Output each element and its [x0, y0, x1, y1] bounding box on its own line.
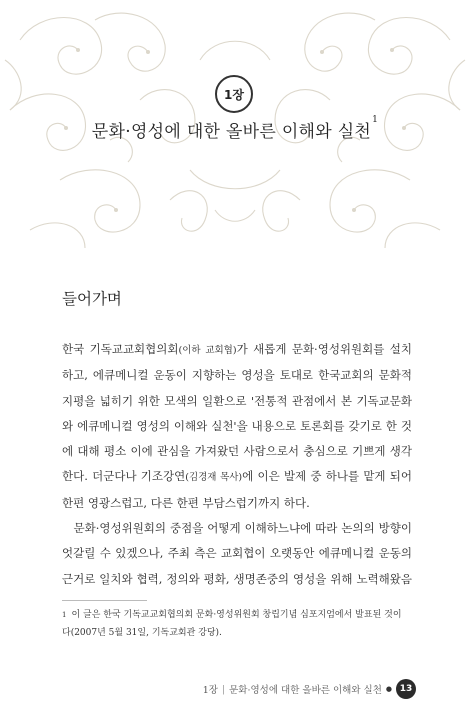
running-footer — [203, 679, 416, 699]
paragraph-line: 와 에큐메니컬 영성의 이해와 실천'을 내용으로 토론회를 갖기로 한 것 — [62, 418, 412, 433]
footnote-line: $^1$ 이 글은 한국 기독교교회협의회 문화·영성위원회 창립기념 심포지엄에서 발표된 것이 — [62, 610, 402, 620]
paragraph-1 — [62, 337, 412, 516]
chapter-title — [0, 117, 470, 142]
footer-separator: | — [221, 683, 226, 695]
paragraph-line: 한편 영광스럽고, 다른 한편 부담스럽기까지 하다. — [62, 495, 310, 510]
paragraph-line: 지평을 넓히기 위한 모색의 일환으로 '전통적 관점에서 본 기독교문화 — [62, 393, 412, 408]
paragraph-2 — [62, 516, 412, 592]
inline-note: (이하 교회협) — [178, 345, 237, 356]
chapter-number-badge — [215, 75, 253, 113]
paragraph-line: 에 대해 평소 이에 관심을 가져왔던 사람으로서 충심으로 기쁘게 생각 — [62, 444, 412, 459]
chapter-title-footnote-mark: 1 — [372, 115, 379, 125]
inline-note: (김경재 목사) — [185, 472, 243, 484]
footer-bullet-icon: ● — [385, 685, 392, 693]
paragraph-line: 하고, 에큐메니컬 운동이 지향하는 영성을 토대로 한국교회의 문화적 — [62, 368, 412, 383]
paragraph-line: 한국 기독교교회협의회(이하 교회협)가 새롭게 문화·영성위원회를 설치 — [62, 342, 412, 356]
paragraph-line: 문화·영성위원회의 중점을 어떻게 이해하느냐에 따라 논의의 방향이 — [73, 521, 412, 536]
footer-title: 문화·영성에 대한 올바른 이해와 실천 — [229, 685, 382, 696]
page-number — [396, 679, 416, 699]
body-text — [62, 337, 412, 592]
section-heading: 들어가며 — [62, 290, 122, 308]
page-number-label: 13 — [399, 684, 413, 694]
footnote — [62, 606, 412, 642]
paragraph-line: 엇갈릴 수 있겠으나, 주최 측은 교회협이 오랫동안 에큐메니컬 운동의 — [62, 546, 412, 561]
footer-chapter-label: 1장 — [202, 685, 218, 696]
paragraph-line: 한다. 더군다나 기조강연(김경재 목사)에 이은 발제 중 하나를 맡게 되어 — [62, 469, 412, 484]
paragraph-line: 근거로 일치와 협력, 정의와 평화, 생명존중의 영성을 위해 노력해왔음 — [62, 571, 412, 586]
footnote-divider — [62, 600, 147, 601]
chapter-number-label: 1장 — [224, 87, 244, 102]
footnote-line: 다(2007년 5월 31일, 기독교회관 강당). — [62, 628, 222, 638]
footnote-mark: 1 — [62, 611, 67, 619]
chapter-title-text: 문화·영성에 대한 올바른 이해와 실천 — [91, 122, 372, 142]
